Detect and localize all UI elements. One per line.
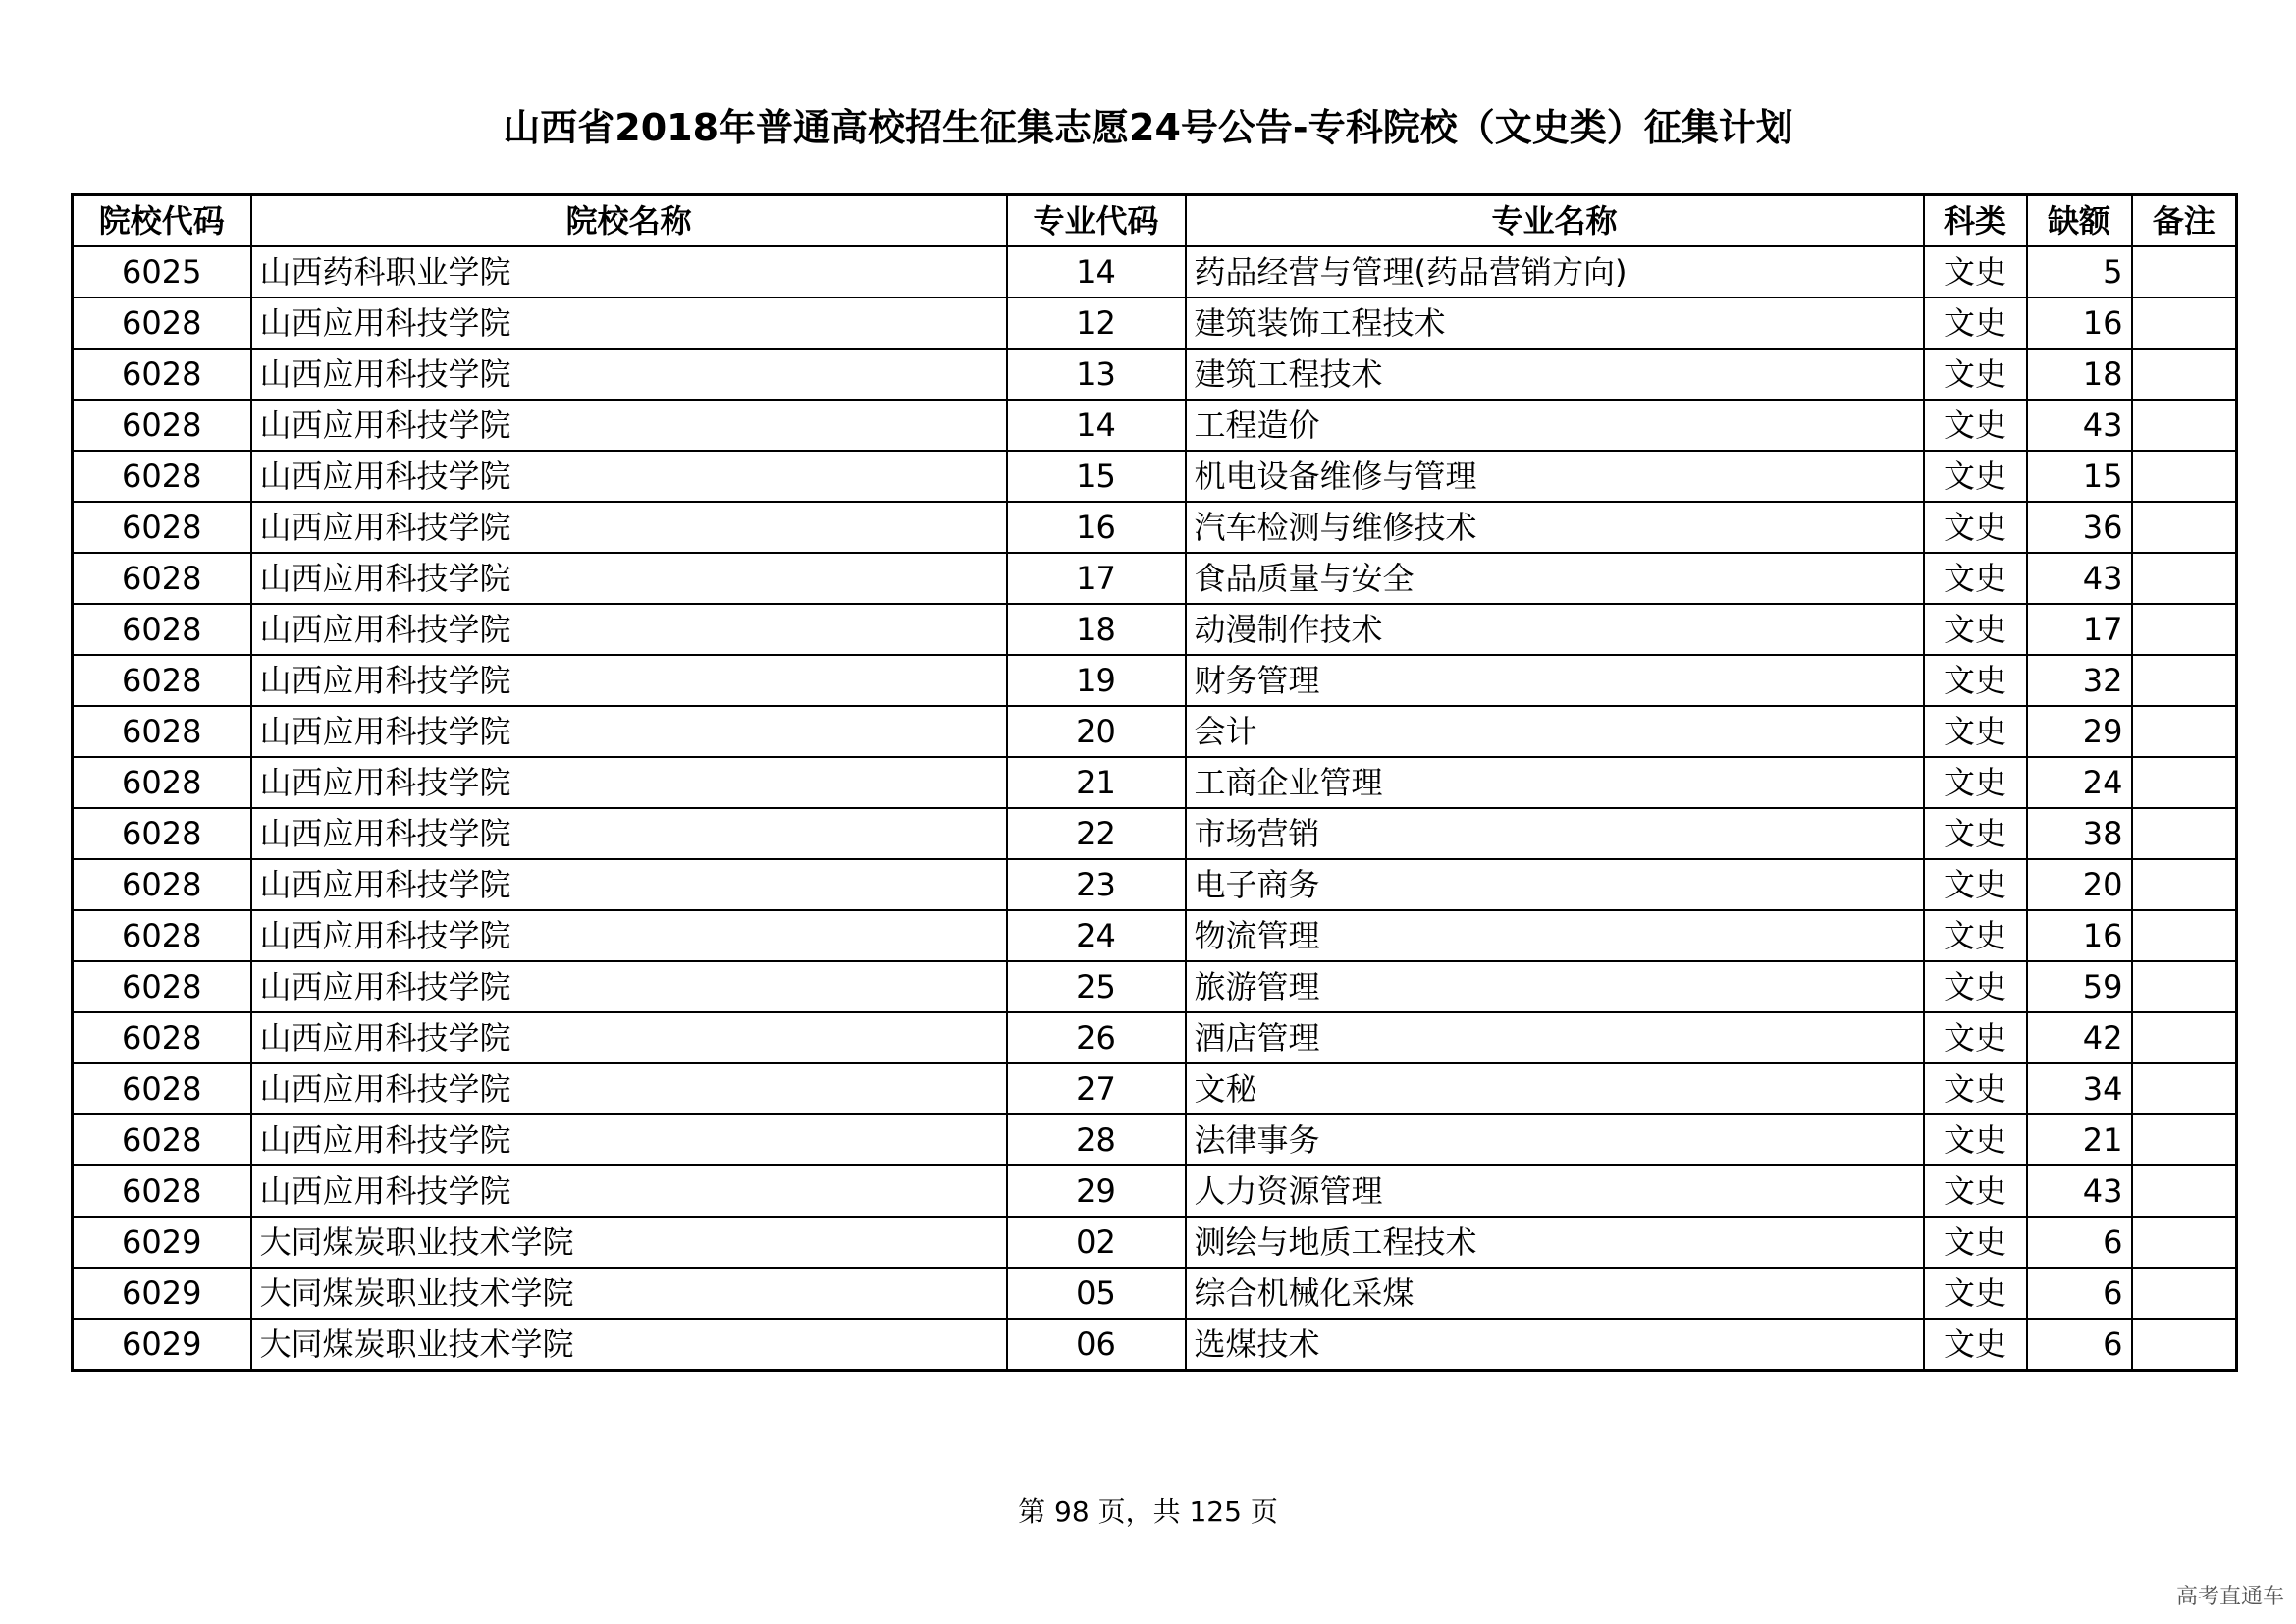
header-major-name: 专业名称 [1186,195,1924,247]
vacancies-cell: 43 [2027,553,2132,604]
vacancies-cell: 18 [2027,349,2132,400]
category-cell: 文史 [1924,400,2027,451]
school-code-cell: 6028 [73,655,251,706]
table-row [73,451,2237,502]
major-code-cell: 24 [1007,910,1186,961]
major-name-cell: 酒店管理 [1186,1012,1924,1063]
vacancies-cell: 42 [2027,1012,2132,1063]
enrollment-plan-table [71,193,2238,1372]
school-code-cell: 6028 [73,961,251,1012]
category-cell: 文史 [1924,604,2027,655]
major-code-cell: 13 [1007,349,1186,400]
school-code-cell: 6028 [73,604,251,655]
vacancies-cell: 6 [2027,1319,2132,1371]
major-code-cell: 14 [1007,400,1186,451]
header-school-code: 院校代码 [73,195,251,247]
major-name-cell: 工程造价 [1186,400,1924,451]
header-remarks: 备注 [2132,195,2237,247]
category-cell: 文史 [1924,1114,2027,1165]
category-cell: 文史 [1924,655,2027,706]
school-name-cell: 山西应用科技学院 [251,604,1007,655]
table-row [73,502,2237,553]
table-row [73,1165,2237,1217]
remarks-cell [2132,706,2237,757]
school-name-cell: 山西应用科技学院 [251,757,1007,808]
table-row [73,1268,2237,1319]
major-code-cell: 29 [1007,1165,1186,1217]
major-code-cell: 06 [1007,1319,1186,1371]
remarks-cell [2132,910,2237,961]
vacancies-cell: 16 [2027,298,2132,349]
vacancies-cell: 21 [2027,1114,2132,1165]
remarks-cell [2132,961,2237,1012]
vacancies-cell: 32 [2027,655,2132,706]
school-name-cell: 山西应用科技学院 [251,1114,1007,1165]
major-code-cell: 16 [1007,502,1186,553]
major-name-cell: 会计 [1186,706,1924,757]
category-cell: 文史 [1924,349,2027,400]
header-vacancies: 缺额 [2027,195,2132,247]
major-code-cell: 05 [1007,1268,1186,1319]
major-name-cell: 财务管理 [1186,655,1924,706]
major-code-cell: 23 [1007,859,1186,910]
school-code-cell: 6028 [73,1165,251,1217]
vacancies-cell: 20 [2027,859,2132,910]
vacancies-cell: 29 [2027,706,2132,757]
major-name-cell: 工商企业管理 [1186,757,1924,808]
table-row [73,349,2237,400]
major-name-cell: 建筑工程技术 [1186,349,1924,400]
remarks-cell [2132,1217,2237,1268]
page-title: 山西省2018年普通高校招生征集志愿24号公告-专科院校（文史类）征集计划 [503,106,1793,149]
school-code-cell: 6028 [73,400,251,451]
school-name-cell: 山西应用科技学院 [251,400,1007,451]
remarks-cell [2132,1268,2237,1319]
school-name-cell: 山西应用科技学院 [251,349,1007,400]
school-code-cell: 6029 [73,1319,251,1371]
remarks-cell [2132,757,2237,808]
table-row [73,1217,2237,1268]
school-code-cell: 6028 [73,349,251,400]
school-code-cell: 6028 [73,1063,251,1114]
school-name-cell: 山西应用科技学院 [251,655,1007,706]
major-code-cell: 26 [1007,1012,1186,1063]
major-name-cell: 药品经营与管理(药品营销方向) [1186,246,1924,298]
major-code-cell: 14 [1007,246,1186,298]
page-number: 第 98 页，共 125 页 [1018,1495,1278,1528]
table-row [73,757,2237,808]
category-cell: 文史 [1924,1319,2027,1371]
vacancies-cell: 59 [2027,961,2132,1012]
category-cell: 文史 [1924,910,2027,961]
remarks-cell [2132,553,2237,604]
remarks-cell [2132,808,2237,859]
remarks-cell [2132,655,2237,706]
major-name-cell: 物流管理 [1186,910,1924,961]
remarks-cell [2132,1114,2237,1165]
table-row [73,910,2237,961]
table-row [73,961,2237,1012]
remarks-cell [2132,1319,2237,1371]
category-cell: 文史 [1924,1268,2027,1319]
school-code-cell: 6028 [73,757,251,808]
vacancies-cell: 36 [2027,502,2132,553]
school-code-cell: 6028 [73,451,251,502]
table-row [73,246,2237,298]
category-cell: 文史 [1924,502,2027,553]
major-code-cell: 21 [1007,757,1186,808]
major-code-cell: 18 [1007,604,1186,655]
school-code-cell: 6028 [73,859,251,910]
school-name-cell: 山西应用科技学院 [251,298,1007,349]
school-code-cell: 6028 [73,706,251,757]
school-name-cell: 山西应用科技学院 [251,1012,1007,1063]
category-cell: 文史 [1924,1063,2027,1114]
table-row [73,1114,2237,1165]
table-row [73,808,2237,859]
table-row [73,706,2237,757]
major-name-cell: 综合机械化采煤 [1186,1268,1924,1319]
school-name-cell: 大同煤炭职业技术学院 [251,1319,1007,1371]
school-code-cell: 6028 [73,808,251,859]
major-code-cell: 28 [1007,1114,1186,1165]
major-code-cell: 22 [1007,808,1186,859]
remarks-cell [2132,451,2237,502]
school-name-cell: 山西药科职业学院 [251,246,1007,298]
category-cell: 文史 [1924,246,2027,298]
vacancies-cell: 34 [2027,1063,2132,1114]
school-name-cell: 山西应用科技学院 [251,502,1007,553]
table-row [73,604,2237,655]
major-name-cell: 动漫制作技术 [1186,604,1924,655]
category-cell: 文史 [1924,859,2027,910]
major-name-cell: 旅游管理 [1186,961,1924,1012]
school-code-cell: 6028 [73,502,251,553]
header-major-code: 专业代码 [1007,195,1186,247]
major-code-cell: 19 [1007,655,1186,706]
table-row [73,400,2237,451]
header-school-name: 院校名称 [251,195,1007,247]
remarks-cell [2132,298,2237,349]
vacancies-cell: 16 [2027,910,2132,961]
table-row [73,1063,2237,1114]
category-cell: 文史 [1924,451,2027,502]
school-code-cell: 6029 [73,1217,251,1268]
category-cell: 文史 [1924,757,2027,808]
major-code-cell: 25 [1007,961,1186,1012]
category-cell: 文史 [1924,1012,2027,1063]
watermark: 高考直通车 [2175,1585,2284,1609]
school-name-cell: 山西应用科技学院 [251,910,1007,961]
major-code-cell: 15 [1007,451,1186,502]
major-code-cell: 12 [1007,298,1186,349]
school-code-cell: 6028 [73,298,251,349]
school-name-cell: 山西应用科技学院 [251,451,1007,502]
remarks-cell [2132,349,2237,400]
remarks-cell [2132,1165,2237,1217]
school-code-cell: 6028 [73,1012,251,1063]
category-cell: 文史 [1924,706,2027,757]
table-header-row [73,195,2237,247]
school-code-cell: 6028 [73,910,251,961]
vacancies-cell: 15 [2027,451,2132,502]
major-name-cell: 测绘与地质工程技术 [1186,1217,1924,1268]
header-category: 科类 [1924,195,2027,247]
category-cell: 文史 [1924,553,2027,604]
table-row [73,553,2237,604]
major-name-cell: 机电设备维修与管理 [1186,451,1924,502]
school-code-cell: 6025 [73,246,251,298]
school-name-cell: 大同煤炭职业技术学院 [251,1268,1007,1319]
major-name-cell: 文秘 [1186,1063,1924,1114]
school-name-cell: 大同煤炭职业技术学院 [251,1217,1007,1268]
major-name-cell: 人力资源管理 [1186,1165,1924,1217]
major-name-cell: 法律事务 [1186,1114,1924,1165]
remarks-cell [2132,859,2237,910]
remarks-cell [2132,1063,2237,1114]
major-name-cell: 选煤技术 [1186,1319,1924,1371]
major-name-cell: 汽车检测与维修技术 [1186,502,1924,553]
category-cell: 文史 [1924,1165,2027,1217]
school-name-cell: 山西应用科技学院 [251,1063,1007,1114]
major-name-cell: 建筑装饰工程技术 [1186,298,1924,349]
category-cell: 文史 [1924,808,2027,859]
remarks-cell [2132,1012,2237,1063]
table-row [73,298,2237,349]
major-code-cell: 20 [1007,706,1186,757]
school-name-cell: 山西应用科技学院 [251,553,1007,604]
major-name-cell: 食品质量与安全 [1186,553,1924,604]
category-cell: 文史 [1924,298,2027,349]
category-cell: 文史 [1924,1217,2027,1268]
major-code-cell: 02 [1007,1217,1186,1268]
major-code-cell: 17 [1007,553,1186,604]
table-body [73,246,2237,1371]
major-code-cell: 27 [1007,1063,1186,1114]
school-name-cell: 山西应用科技学院 [251,859,1007,910]
remarks-cell [2132,246,2237,298]
vacancies-cell: 6 [2027,1217,2132,1268]
school-name-cell: 山西应用科技学院 [251,961,1007,1012]
school-code-cell: 6029 [73,1268,251,1319]
school-name-cell: 山西应用科技学院 [251,706,1007,757]
vacancies-cell: 43 [2027,400,2132,451]
vacancies-cell: 17 [2027,604,2132,655]
vacancies-cell: 24 [2027,757,2132,808]
table-row [73,655,2237,706]
school-name-cell: 山西应用科技学院 [251,808,1007,859]
school-code-cell: 6028 [73,1114,251,1165]
major-name-cell: 市场营销 [1186,808,1924,859]
vacancies-cell: 5 [2027,246,2132,298]
remarks-cell [2132,604,2237,655]
table-row [73,1012,2237,1063]
school-name-cell: 山西应用科技学院 [251,1165,1007,1217]
major-name-cell: 电子商务 [1186,859,1924,910]
remarks-cell [2132,400,2237,451]
table-row [73,1319,2237,1371]
remarks-cell [2132,502,2237,553]
table-row [73,859,2237,910]
category-cell: 文史 [1924,961,2027,1012]
school-code-cell: 6028 [73,553,251,604]
vacancies-cell: 38 [2027,808,2132,859]
vacancies-cell: 43 [2027,1165,2132,1217]
vacancies-cell: 6 [2027,1268,2132,1319]
